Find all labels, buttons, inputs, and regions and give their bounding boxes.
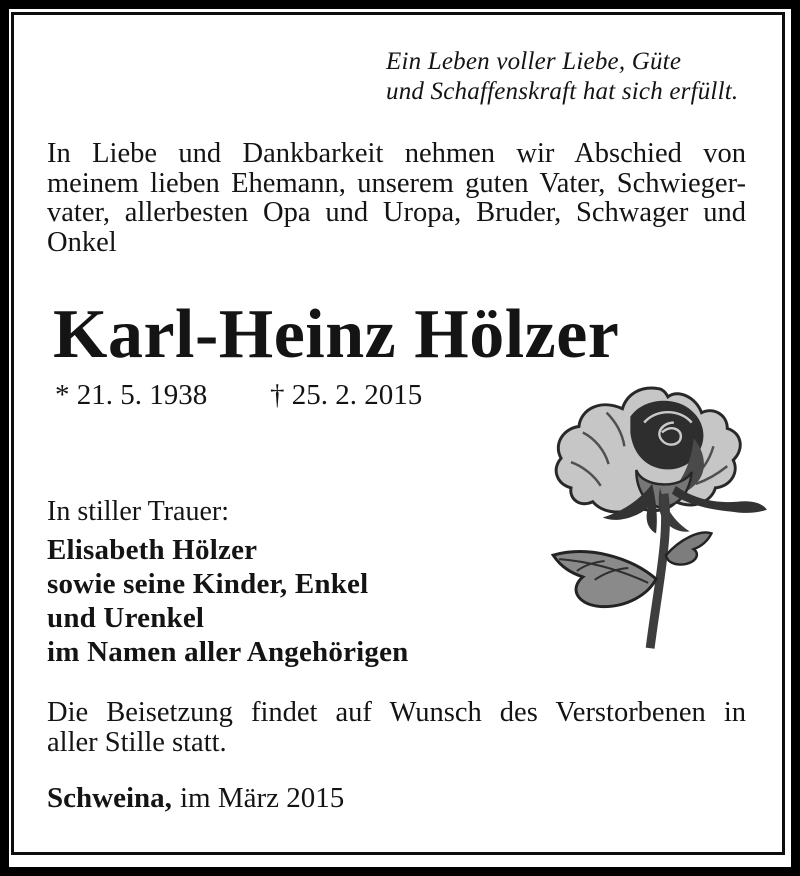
mourner-line: Elisabeth Hölzer xyxy=(47,534,258,566)
farewell-line: vater, allerbesten Opa und Uropa, Bruder, Schwager und xyxy=(47,197,746,228)
farewell-paragraph xyxy=(47,139,746,257)
closing-date: im März 2015 xyxy=(180,782,345,814)
mourner-line: sowie seine Kinder, Enkel xyxy=(47,568,369,600)
mourner-line: im Namen aller Angehörigen xyxy=(47,636,409,668)
farewell-line: Onkel xyxy=(47,226,117,258)
burial-notice xyxy=(47,698,746,758)
mourners-list xyxy=(47,533,527,669)
rose-icon xyxy=(543,383,781,660)
closing-line xyxy=(47,782,344,815)
farewell-line: In Liebe und Dankbarkeit nehmen wir Abschied von xyxy=(47,138,746,169)
birth-date: * 21. 5. 1938 xyxy=(55,379,208,411)
mourning-label: In stiller Trauer: xyxy=(47,496,229,527)
death-date: † 25. 2. 2015 xyxy=(270,379,423,411)
quote-line-2: und Schaffenskraft hat sich erfüllt. xyxy=(386,78,739,105)
memorial-quote xyxy=(386,47,766,107)
deceased-name: Karl-Heinz Hölzer xyxy=(53,296,620,373)
burial-line: aller Stille statt. xyxy=(47,727,227,758)
farewell-line: meinem lieben Ehemann, unserem guten Vater, Schwieger- xyxy=(47,167,746,199)
burial-line: Die Beisetzung findet auf Wunsch des Verstorbenen in xyxy=(47,697,746,728)
quote-line-1: Ein Leben voller Liebe, Güte xyxy=(386,48,682,75)
mourner-line: und Urenkel xyxy=(47,602,205,634)
closing-place: Schweina, xyxy=(47,782,172,814)
